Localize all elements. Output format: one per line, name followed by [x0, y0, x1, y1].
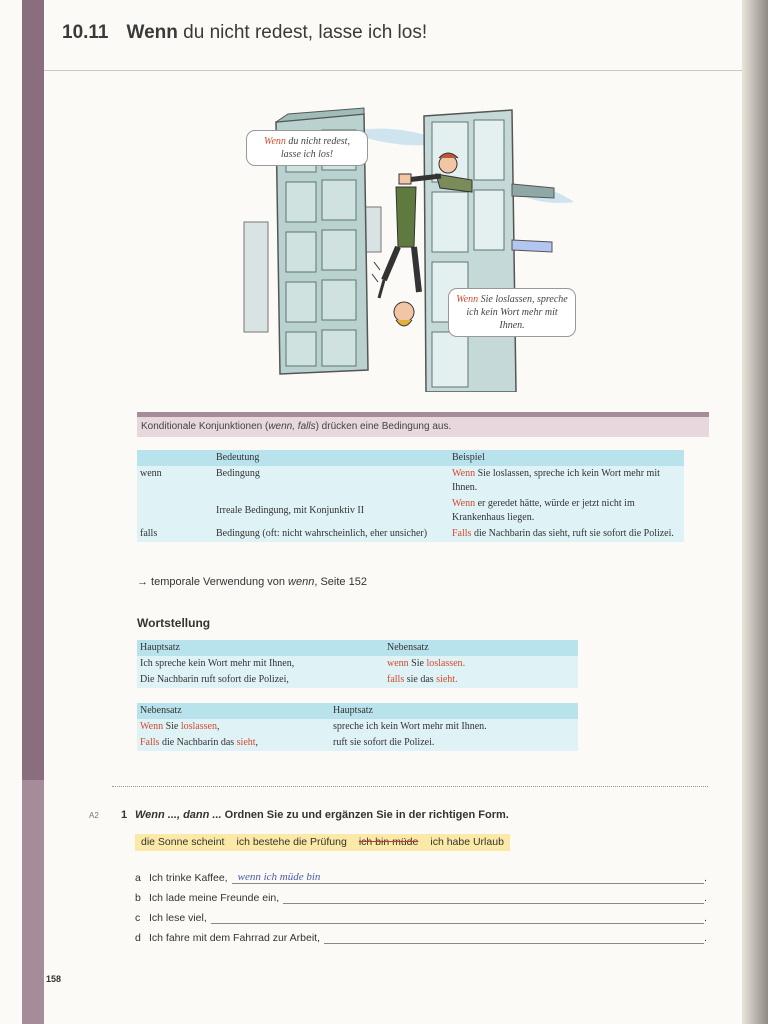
- meaning-table-header: Bedeutung Beispiel: [137, 450, 684, 466]
- word-order-table-sub-first: Nebensatz Hauptsatz Wenn Sie loslassen, spreche ich kein Wort mehr mit Ihnen. Falls die Nachbarin das sieht, ruft sie sofort die Polizei.: [137, 703, 578, 751]
- exercise-item-b: b Ich lade meine Freunde ein, .: [135, 884, 710, 904]
- cross-reference: → temporale Verwendung von wenn, Seite 152: [137, 576, 367, 588]
- exercise-heading: [89, 809, 509, 821]
- handwritten-answer: wenn ich müde bin: [237, 871, 321, 883]
- table-row: wenn Bedingung Wenn Sie loslassen, spreche ich kein Wort mehr mit Ihnen.: [137, 466, 684, 496]
- answer-field[interactable]: [283, 889, 704, 904]
- page-edge-shadow: [742, 0, 768, 1024]
- table-row: Falls die Nachbarin das sieht, ruft sie sofort die Polizei.: [137, 735, 578, 751]
- answer-field[interactable]: [324, 929, 704, 944]
- exercise-item-a: a Ich trinke Kaffee, wenn ich müde bin .: [135, 871, 707, 884]
- cartoon-illustration: [236, 92, 576, 392]
- exercise-number: 1: [121, 809, 128, 821]
- grammar-rule: Konditionale Konjunktionen (wenn, falls) drücken eine Bedingung aus.: [137, 417, 709, 437]
- level-badge: A2: [89, 811, 99, 820]
- title-keyword: Wenn: [126, 22, 178, 43]
- table-row: Die Nachbarin ruft sofort die Polizei, falls sie das sieht.: [137, 672, 578, 688]
- word-bank: [135, 834, 510, 851]
- table-row: Wenn Sie loslassen, spreche ich kein Wort mehr mit Ihnen.: [137, 719, 578, 735]
- speech-bubble-threat: Wenn du nicht redest, lasse ich los!: [246, 130, 368, 166]
- word-order-table-main-first: Hauptsatz Nebensatz Ich spreche kein Wort mehr mit Ihnen, wenn Sie loslassen. Die Nachbarin ruft sofort die Polizei, falls sie das sieht.: [137, 640, 578, 688]
- exercise-title: Wenn ..., dann ... Ordnen Sie zu und ergänzen Sie in der richtigen Form.: [135, 809, 509, 821]
- table-row: falls Bedingung (oft: nicht wahrscheinlich, eher unsicher) Falls die Nachbarin das sieht, ruft sie sofort die Polizei.: [137, 526, 684, 542]
- word-bank-item[interactable]: ich bestehe die Prüfung: [236, 836, 347, 848]
- answer-field[interactable]: [211, 909, 704, 924]
- chapter-color-bar-lower: [22, 780, 44, 1024]
- exercise-item-c: c Ich lese viel, .: [135, 904, 710, 924]
- header-divider: [44, 70, 742, 71]
- title-rest: du nicht redest, lasse ich los!: [177, 22, 428, 43]
- exercise-items: [135, 864, 710, 944]
- meaning-table: [137, 450, 684, 542]
- chapter-header: [62, 22, 427, 52]
- speech-bubble-reply: Wenn Sie loslassen, spreche ich kein Wort mehr mit Ihnen.: [448, 288, 576, 337]
- word-bank-item[interactable]: ich habe Urlaub: [430, 836, 504, 848]
- section-title-wortstellung: Wortstellung: [137, 616, 211, 630]
- page-number: 158: [46, 974, 62, 984]
- word-bank-item-used[interactable]: ich bin müde: [358, 836, 419, 848]
- table-row: Ich spreche kein Wort mehr mit Ihnen, wenn Sie loslassen.: [137, 656, 578, 672]
- chapter-title: [127, 22, 428, 44]
- exercise-item-d: d Ich fahre mit dem Fahrrad zur Arbeit, .: [135, 924, 710, 944]
- section-divider: [112, 786, 708, 787]
- table-row: Irreale Bedingung, mit Konjunktiv II Wenn er geredet hätte, würde er jetzt nicht im Krankenhaus liegen.: [137, 496, 684, 526]
- answer-field[interactable]: [232, 869, 704, 884]
- word-bank-item[interactable]: die Sonne scheint: [141, 836, 225, 848]
- chapter-number: 10.11: [62, 22, 109, 43]
